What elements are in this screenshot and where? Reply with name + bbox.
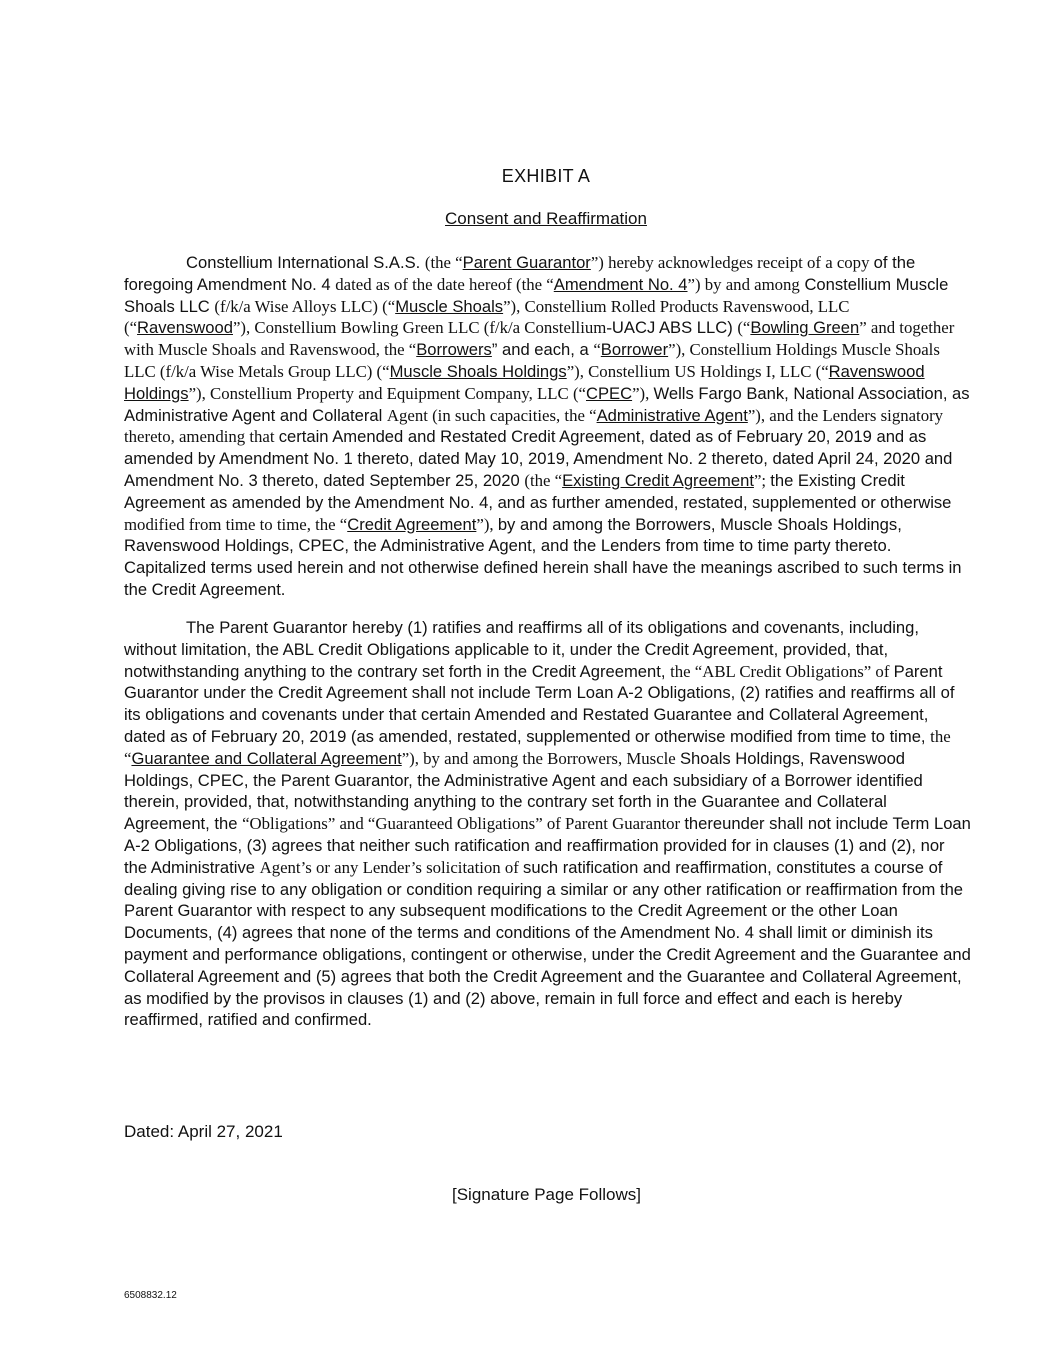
text-run: Parent Guarantor under the Credit Agreement shall not include Term Loan A-2 Obligations, (2) ratifies and reaffirms all of its obligations and covenants under that certain Amended and Restated Guarantee and Collateral Agreement, dated as of February 20, 2019 (as amended, restated, supplemented or otherwise modified from time to time,	[124, 661, 955, 746]
text-run: the “ABL Credit Obligations” of	[670, 661, 894, 681]
text-run: thereunder shall not include Term Loan A-2 Obligations, (3) agrees that neither such ratification and reaffirmation provided for in clauses (1) and (2), nor the Administrative	[124, 814, 971, 877]
text-run: certain Amended and Restated Credit Agreement, dated as of February 20, 2019 and as amended by Amendment No. 1 thereto, dated May 10, 2019, Amendment No. 2 thereto, dated April 24, 2020 and Amendment No. 3 thereto, dated September 25, 2020	[124, 427, 953, 490]
dated-line: Dated: April 27, 2021	[124, 1122, 283, 1141]
defined-term: Amendment No. 4	[553, 274, 688, 294]
text-run: Wells Fargo Bank, National Association, as Administrative Agent and Collateral	[124, 383, 970, 425]
defined-term: Administrative Agent	[596, 405, 748, 425]
text-run: ” and together with Muscle Shoals and Ravenswood, the “	[124, 318, 955, 360]
defined-term: Borrowers	[416, 340, 492, 360]
text-run: dated as of the date hereof (the “	[335, 274, 554, 294]
defined-term: Ravenswood Holdings	[124, 361, 925, 403]
text-run: ”),	[632, 383, 654, 403]
text-run: of the foregoing Amendment No. 4	[124, 253, 916, 294]
text-run: Agent’s or any Lender’s solicitation of	[259, 857, 524, 877]
defined-term: Parent Guarantor	[462, 253, 591, 272]
text-run: (f/k/a Wise Alloys LLC) (“	[214, 296, 396, 316]
defined-term: Borrower	[600, 340, 669, 360]
text-run: ”), Constellium Bowling Green LLC (f/k/a Constellium-	[232, 318, 612, 338]
text-run: modified from time to time, the “	[124, 514, 348, 534]
text-run: ”) by and among	[687, 274, 800, 294]
text-run: ”;	[753, 470, 771, 490]
text-run: by and among the Borrowers, Muscle Shoals Holdings, Ravenswood Holdings, CPEC, the Administrative Agent, and the Lenders from time to time party thereto. Capitalized terms used herein and not otherwise defined herein shall have the meanings ascribed to such terms in the Credit Agreement.	[124, 514, 962, 599]
text-run: ” and each, a	[491, 340, 594, 360]
defined-term: Muscle Shoals	[395, 296, 504, 316]
signature-page-note: [Signature Page Follows]	[452, 1185, 641, 1204]
exhibit-heading: EXHIBIT A	[501, 166, 591, 186]
text-run: “	[593, 340, 601, 360]
defined-term: Bowling Green	[750, 318, 860, 338]
text-run: The Parent Guarantor hereby (1) ratifies and reaffirms all of its obligations and covenants, including, without limitation, the ABL Credit Obligations applicable to it, under the Credit Agreement, provided, that, notwithstanding anything to the contrary set forth in the Credit Agreement,	[124, 618, 919, 681]
defined-term: CPEC	[585, 383, 633, 403]
text-run: Agent (in such capacities, the “	[386, 405, 597, 425]
defined-term: Muscle Shoals Holdings	[389, 361, 567, 381]
text-run: ”), Constellium Holdings Muscle Shoals LLC (f/k/a Wise Metals Group LLC) (“	[124, 340, 940, 381]
text-run: ”), Constellium Rolled Products Ravenswood, LLC (“	[124, 296, 850, 338]
defined-term: Existing Credit Agreement	[562, 470, 754, 490]
text-run: such ratification and reaffirmation, constitutes a course of dealing giving rise to any obligation or condition requiring a similar or any other ratification or reaffirmation from the Parent Guarantor with respect to any subsequent modifications to the Credit Agreement or the other Loan Documents, (4) agrees that none of the terms and conditions of the Amendment No. 4 shall limit or diminish its payment and performance obligations, contingent or otherwise, under the Credit Agreement and the Guarantee and Collateral Agreement and (5) agrees that both the Credit Agreement and the Guarantee and Collateral Agreement, as modified by the provisos in clauses (1) and (2) above, remain in full force and effect and each is hereby reaffirmed, ratified and confirmed.	[124, 857, 971, 1030]
defined-term: Ravenswood	[137, 318, 233, 338]
text-run: ”), Constellium US Holdings I, LLC (“	[566, 361, 829, 381]
text-run: ”) hereby acknowledges receipt of a copy	[590, 253, 874, 272]
text-run: Constellium International S.A.S.	[186, 253, 425, 272]
text-run: (“	[737, 318, 751, 338]
text-run: (the “	[424, 253, 463, 272]
text-run: ”), and the Lenders signatory thereto, amending that	[124, 405, 944, 447]
text-run: “Obligations” and “Guaranteed Obligations” of Parent Guarantor	[242, 814, 685, 834]
defined-term: Guarantee and Collateral Agreement	[131, 748, 402, 768]
document-number: 6508832.12	[124, 1290, 177, 1301]
text-run: ”), by and among the Borrowers, Muscle	[401, 748, 680, 768]
text-run: ”), Constellium Property and Equipment Company, LLC (“	[188, 383, 586, 403]
text-run: Constellium Muscle Shoals LLC	[124, 274, 949, 316]
consent-paragraph	[124, 252, 972, 601]
text-run: the “	[124, 726, 951, 768]
consent-subheading: Consent and Reaffirmation	[445, 209, 647, 228]
text-run: UACJ ABS LLC)	[611, 318, 738, 338]
defined-term: Credit Agreement	[347, 514, 477, 534]
text-run: the Existing Credit Agreement as amended by the Amendment No. 4, and as further amended, restated, supplemented or otherwise	[124, 470, 952, 512]
text-run: (the “	[524, 470, 563, 490]
text-run: ”),	[476, 514, 498, 534]
text-run: Shoals Holdings, Ravenswood Holdings, CPEC, the Parent Guarantor, the Administrative Agent and each subsidiary of a Borrower identified therein, provided, that, notwithstanding anything to the contrary set forth in the Guarantee and Collateral Agreement, the	[124, 748, 923, 834]
reaffirmation-paragraph	[124, 617, 972, 1031]
